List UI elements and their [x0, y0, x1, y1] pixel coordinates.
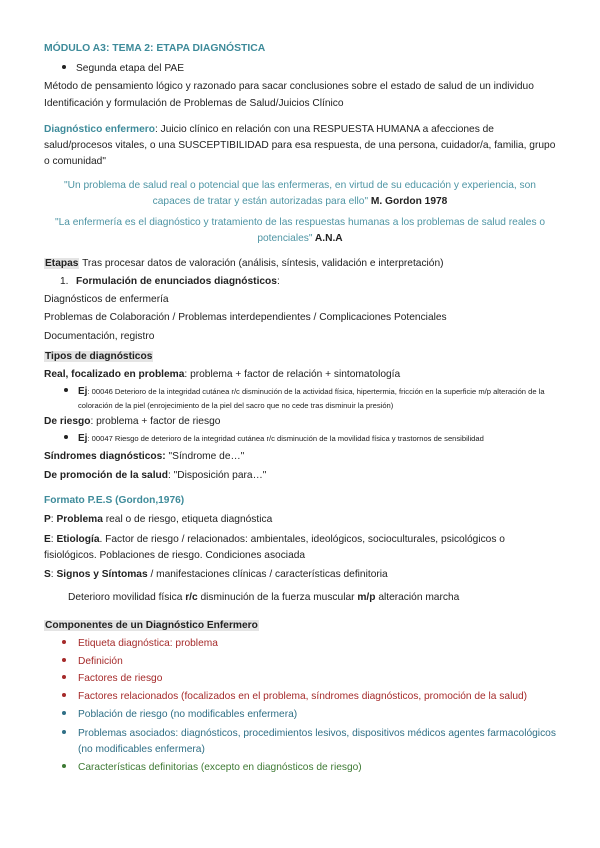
item-number: 1.: [60, 275, 69, 287]
tipo-promocion: [44, 469, 556, 483]
tipo-promocion-label: De promoción de la salud: [44, 469, 168, 481]
pes-s: S: Signos y Síntomas / manifestaciones clínicas / características definitoria: [44, 568, 388, 580]
example-label: Ej: [78, 433, 88, 445]
tipos-title: Tipos de diagnósticos: [45, 350, 153, 362]
tipo-sindromes-text: "Síndrome de…": [165, 450, 245, 462]
componente-item: [44, 637, 556, 651]
pes-title: Formato P.E.S (Gordon,1976): [44, 495, 185, 507]
etapas-line-2: Problemas de Colaboración / Problemas interdependientes / Complicaciones Potenciales: [44, 312, 447, 324]
pes-s-label: Signos y Síntomas: [56, 568, 148, 580]
etapas-text: Tras procesar datos de valoración (análisis, síntesis, validación e interpretación): [79, 258, 444, 270]
pes-e-label: Etiología: [56, 533, 100, 545]
bullet-icon: [64, 435, 68, 439]
tipo-real-label: Real, focalizado en problema: [44, 368, 185, 380]
componente-item: [44, 690, 556, 704]
tipo-promocion-text: : "Disposición para…": [167, 469, 267, 481]
document-title: MÓDULO A3: TEMA 2: ETAPA DIAGNÓSTICA: [44, 43, 266, 54]
bullet-icon: [64, 388, 68, 392]
pes-example-mp: m/p: [357, 592, 376, 604]
componente-item: [44, 761, 556, 775]
pes-example: [44, 591, 556, 605]
tipo-sindromes-label: Síndromes diagnósticos:: [44, 450, 166, 462]
etapas-line-1: Diagnósticos de enfermería: [44, 293, 169, 305]
componente-item: [44, 655, 556, 669]
etapas-line-3: Documentación, registro: [44, 331, 155, 343]
pes-p-text: real o de riesgo, etiqueta diagnóstica: [102, 514, 273, 526]
componente-text: Problemas asociados: diagnósticos, procedimientos lesivos, dispositivos médicos agentes farmacológicos (no modificables enfermera): [78, 727, 556, 755]
componente-item: [44, 672, 556, 686]
tipo-real: [44, 368, 556, 382]
bullet-icon: [62, 764, 66, 768]
pes-example-part-a: Deterioro movilidad física: [68, 592, 186, 604]
intro-bullet-text: Segunda etapa del PAE: [76, 63, 184, 75]
tipo-riesgo-label: De riesgo: [44, 415, 91, 427]
definition-label: Diagnóstico enfermero: [44, 124, 155, 136]
tipo-riesgo-example: [44, 431, 556, 447]
etapas-line: [44, 257, 556, 271]
definition-paragraph: [44, 122, 556, 169]
bullet-icon: [62, 730, 66, 734]
pes-example-part-c: alteración marcha: [375, 592, 460, 604]
bullet-icon: [62, 658, 66, 662]
pes-p: P: Problema real o de riesgo, etiqueta diagnóstica: [44, 514, 273, 526]
pes-example-part-b: disminución de la fuerza muscular: [197, 592, 358, 604]
intro-line-1: Método de pensamiento lógico y razonado para sacar conclusiones sobre el estado de salud de un individuo: [44, 80, 534, 92]
quote-gordon: [44, 178, 556, 210]
componente-item: [44, 726, 556, 758]
etapas-label: Etapas: [45, 258, 79, 270]
componente-text: Características definitorias (excepto en diagnósticos de riesgo): [78, 762, 362, 774]
componentes-list: [44, 637, 556, 775]
pes-p-letter: P: [44, 514, 51, 526]
componente-text: Etiqueta diagnóstica: problema: [78, 637, 218, 649]
bullet-icon: [62, 65, 66, 69]
pes-s-text: / manifestaciones clínicas / características definitoria: [147, 568, 388, 580]
intro-bullet: [44, 62, 556, 76]
tipo-riesgo-text: : problema + factor de riesgo: [90, 415, 221, 427]
numbered-item: [44, 275, 556, 289]
componentes-title: Componentes de un Diagnóstico Enfermero: [45, 620, 258, 632]
example-label: Ej: [78, 386, 88, 398]
quote-text: "Un problema de salud real o potencial que las enfermeras, en virtud de su educación y experiencia, son capaces de tratar y están autorizadas para ello": [64, 179, 536, 207]
bullet-icon: [62, 675, 66, 679]
tipo-real-example: [44, 384, 556, 411]
numbered-item-label: Formulación de enunciados diagnósticos: [76, 275, 277, 287]
example-text: : 00047 Riesgo de deterioro de la integridad cutánea r/c disminución de la movilidad física y trastornos de sensibilidad: [87, 434, 484, 444]
componente-text: Población de riesgo (no modificables enfermera): [78, 708, 298, 720]
componente-item: [44, 708, 556, 722]
componente-text: Factores relacionados (focalizados en el problema, síndromes diagnósticos, promoción de la salud): [78, 691, 528, 703]
pes-e-text: . Factor de riesgo / relacionados: ambientales, ideológicos, socioculturales, psicológicos o fisiológicos. Poblaciones de riesgo. Condiciones asociada: [44, 533, 505, 562]
definition-text: : Juicio clínico en relación con una RESPUESTA HUMANA a afecciones de salud/procesos vitales, o una SUSCEPTIBILIDAD para esa respuesta, de una persona, cuidador/a, familia, grupo o comunidad": [44, 124, 556, 167]
quote-text: "La enfermería es el diagnóstico y tratamiento de las respuestas humanas a los problemas de salud reales o potenciales": [54, 217, 546, 245]
pes-e-letter: E: [44, 533, 51, 545]
quote-author: M. Gordon 1978: [368, 195, 448, 207]
componente-text: Factores de riesgo: [78, 673, 163, 685]
quote-ana: [44, 215, 556, 247]
pes-example-rc: r/c: [185, 592, 198, 604]
tipo-real-text: : problema + factor de relación + sintomatología: [184, 368, 401, 380]
componente-text: Definición: [78, 655, 123, 667]
example-text: : 00046 Deterioro de la integridad cutánea r/c disminución de la actividad física, hipertermia, fricción en la superficie m/p alteración de la coloración de la piel (enrojecimiento de la piel del sacro que no cede tras disminuir la presión): [78, 387, 545, 410]
pes-e: E: Etiología. Factor de riesgo / relacionados: ambientales, ideológicos, socioculturales, psicológicos o fisiológicos. Poblaciones de riesgo. Condiciones asociada: [44, 533, 505, 562]
pes-s-letter: S: [44, 568, 51, 580]
bullet-icon: [62, 693, 66, 697]
tipos-title-line: [44, 350, 556, 364]
componentes-title-line: [44, 619, 556, 633]
intro-line-2: Identificación y formulación de Problemas de Salud/Juicios Clínico: [44, 97, 344, 109]
tipo-riesgo: [44, 415, 556, 429]
bullet-icon: [62, 711, 66, 715]
bullet-icon: [62, 640, 66, 644]
tipo-sindromes: [44, 450, 556, 464]
numbered-item-suffix: :: [276, 275, 280, 287]
pes-p-label: Problema: [56, 514, 103, 526]
quote-author: A.N.A: [312, 233, 343, 245]
